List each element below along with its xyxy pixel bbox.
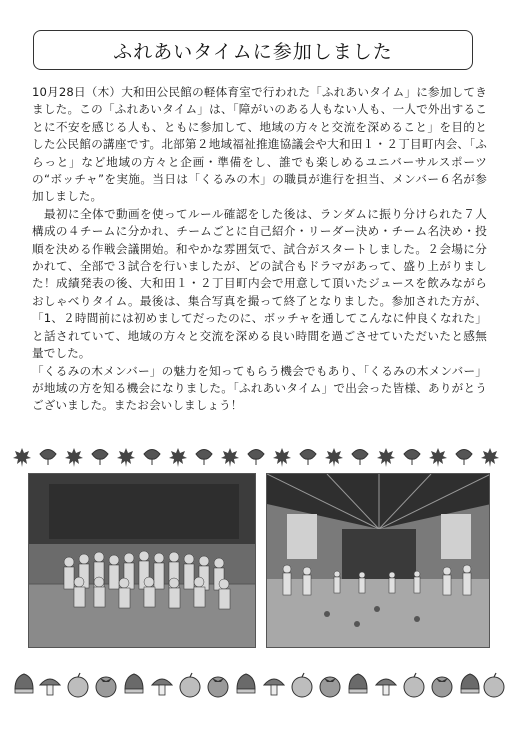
paragraph-1: 10月28日（木）大和田公民館の軽体育室で行われた「ふれあいタイム」に参加してきました。この「ふれあいタイム」は、「障がいのある人もない人も、一人で外出することに不安を感じる人も、ともに参加して、地域の方々と交流を深めること」を目的とした公民館の講座です。北部第２地域福祉推進協議会や大和田１・２丁目町内会、「ふらっと」など地域の方々と企画・準備をし、誰でも楽しめるユニバーサルスポーツの“ボッチャ”を実施。当日は「くるみの木」の職員が進行を担当、メンバー６名が参加しました。 — [32, 85, 487, 204]
maple-leaf-icon — [377, 448, 395, 467]
ginkgo-leaf-icon — [248, 450, 264, 466]
apple-icon — [180, 673, 200, 697]
maple-leaf-icon — [429, 448, 447, 467]
maple-leaf-icon — [65, 448, 83, 467]
chestnut-icon — [461, 674, 479, 693]
persimmon-icon — [208, 677, 228, 697]
chestnut-icon — [349, 674, 367, 693]
mushroom-icon — [152, 679, 172, 695]
ginkgo-leaf-icon — [404, 450, 420, 466]
boccia-photo — [266, 473, 490, 648]
maple-leaf-icon — [117, 448, 135, 467]
chestnut-icon — [125, 674, 143, 693]
maple-leaf-icon — [169, 448, 187, 467]
chestnut-icon — [15, 674, 33, 693]
maple-leaf-icon — [325, 448, 343, 467]
page-title: ふれあいタイムに参加しました — [113, 40, 393, 63]
apple-icon — [404, 673, 424, 697]
title-box — [33, 30, 473, 70]
boccia-photo-image — [267, 474, 490, 648]
apple-icon — [68, 673, 88, 697]
maple-leaf-icon — [273, 448, 291, 467]
group-photo — [28, 473, 256, 648]
mushroom-icon — [376, 679, 396, 695]
ginkgo-leaf-icon — [456, 450, 472, 466]
persimmon-icon — [432, 677, 452, 697]
group-photo-image — [29, 474, 256, 648]
ginkgo-leaf-icon — [352, 450, 368, 466]
maple-leaf-icon — [13, 448, 31, 467]
apple-icon — [292, 673, 312, 697]
ginkgo-leaf-icon — [300, 450, 316, 466]
chestnut-icon — [237, 674, 255, 693]
persimmon-icon — [96, 677, 116, 697]
mushroom-icon — [40, 679, 60, 695]
leaf-border — [12, 446, 506, 468]
fruit-border — [10, 669, 506, 699]
paragraph-3: 「くるみの木メンバー」の魅力を知ってもらう機会でもあり、「くるみの木メンバー」が地域の方を知る機会になりました。「ふれあいタイム」で出会った皆様、ありがとうございました。またお会いしましょう！ — [32, 363, 487, 413]
maple-leaf-icon — [481, 448, 499, 467]
mushroom-icon — [264, 679, 284, 695]
ginkgo-leaf-icon — [144, 450, 160, 466]
ginkgo-leaf-icon — [40, 450, 56, 466]
apple-icon — [484, 673, 504, 697]
persimmon-icon — [320, 677, 340, 697]
ginkgo-leaf-icon — [92, 450, 108, 466]
maple-leaf-icon — [221, 448, 239, 467]
article-body — [32, 84, 487, 415]
paragraph-2: 最初に全体で動画を使ってルール確認をした後は、ランダムに振り分けられた７人構成の４チームに分かれ、チームごとに自己紹介・リーダー決め・チーム名決め・投順を決める作戦会議開始。和やかな雰囲気で、試合がスタートしました。２会場に分かれて、全部で３試合を行いましたが、どの試合もドラマがあって、盛り上がりました！成績発表の後、大和田１・２丁目町内会で用意して頂いたジュースを飲みながらおしゃべりタイム。最後は、集合写真を撮って終了となりました。参加された方が、「1、２時間前には初めましてだったのに、ボッチャを通してこんなに仲良くなれた」と話されていて、地域の方々と交流を深める良い時間を過ごさせていただいたと感無量でした。 — [32, 206, 487, 361]
ginkgo-leaf-icon — [196, 450, 212, 466]
